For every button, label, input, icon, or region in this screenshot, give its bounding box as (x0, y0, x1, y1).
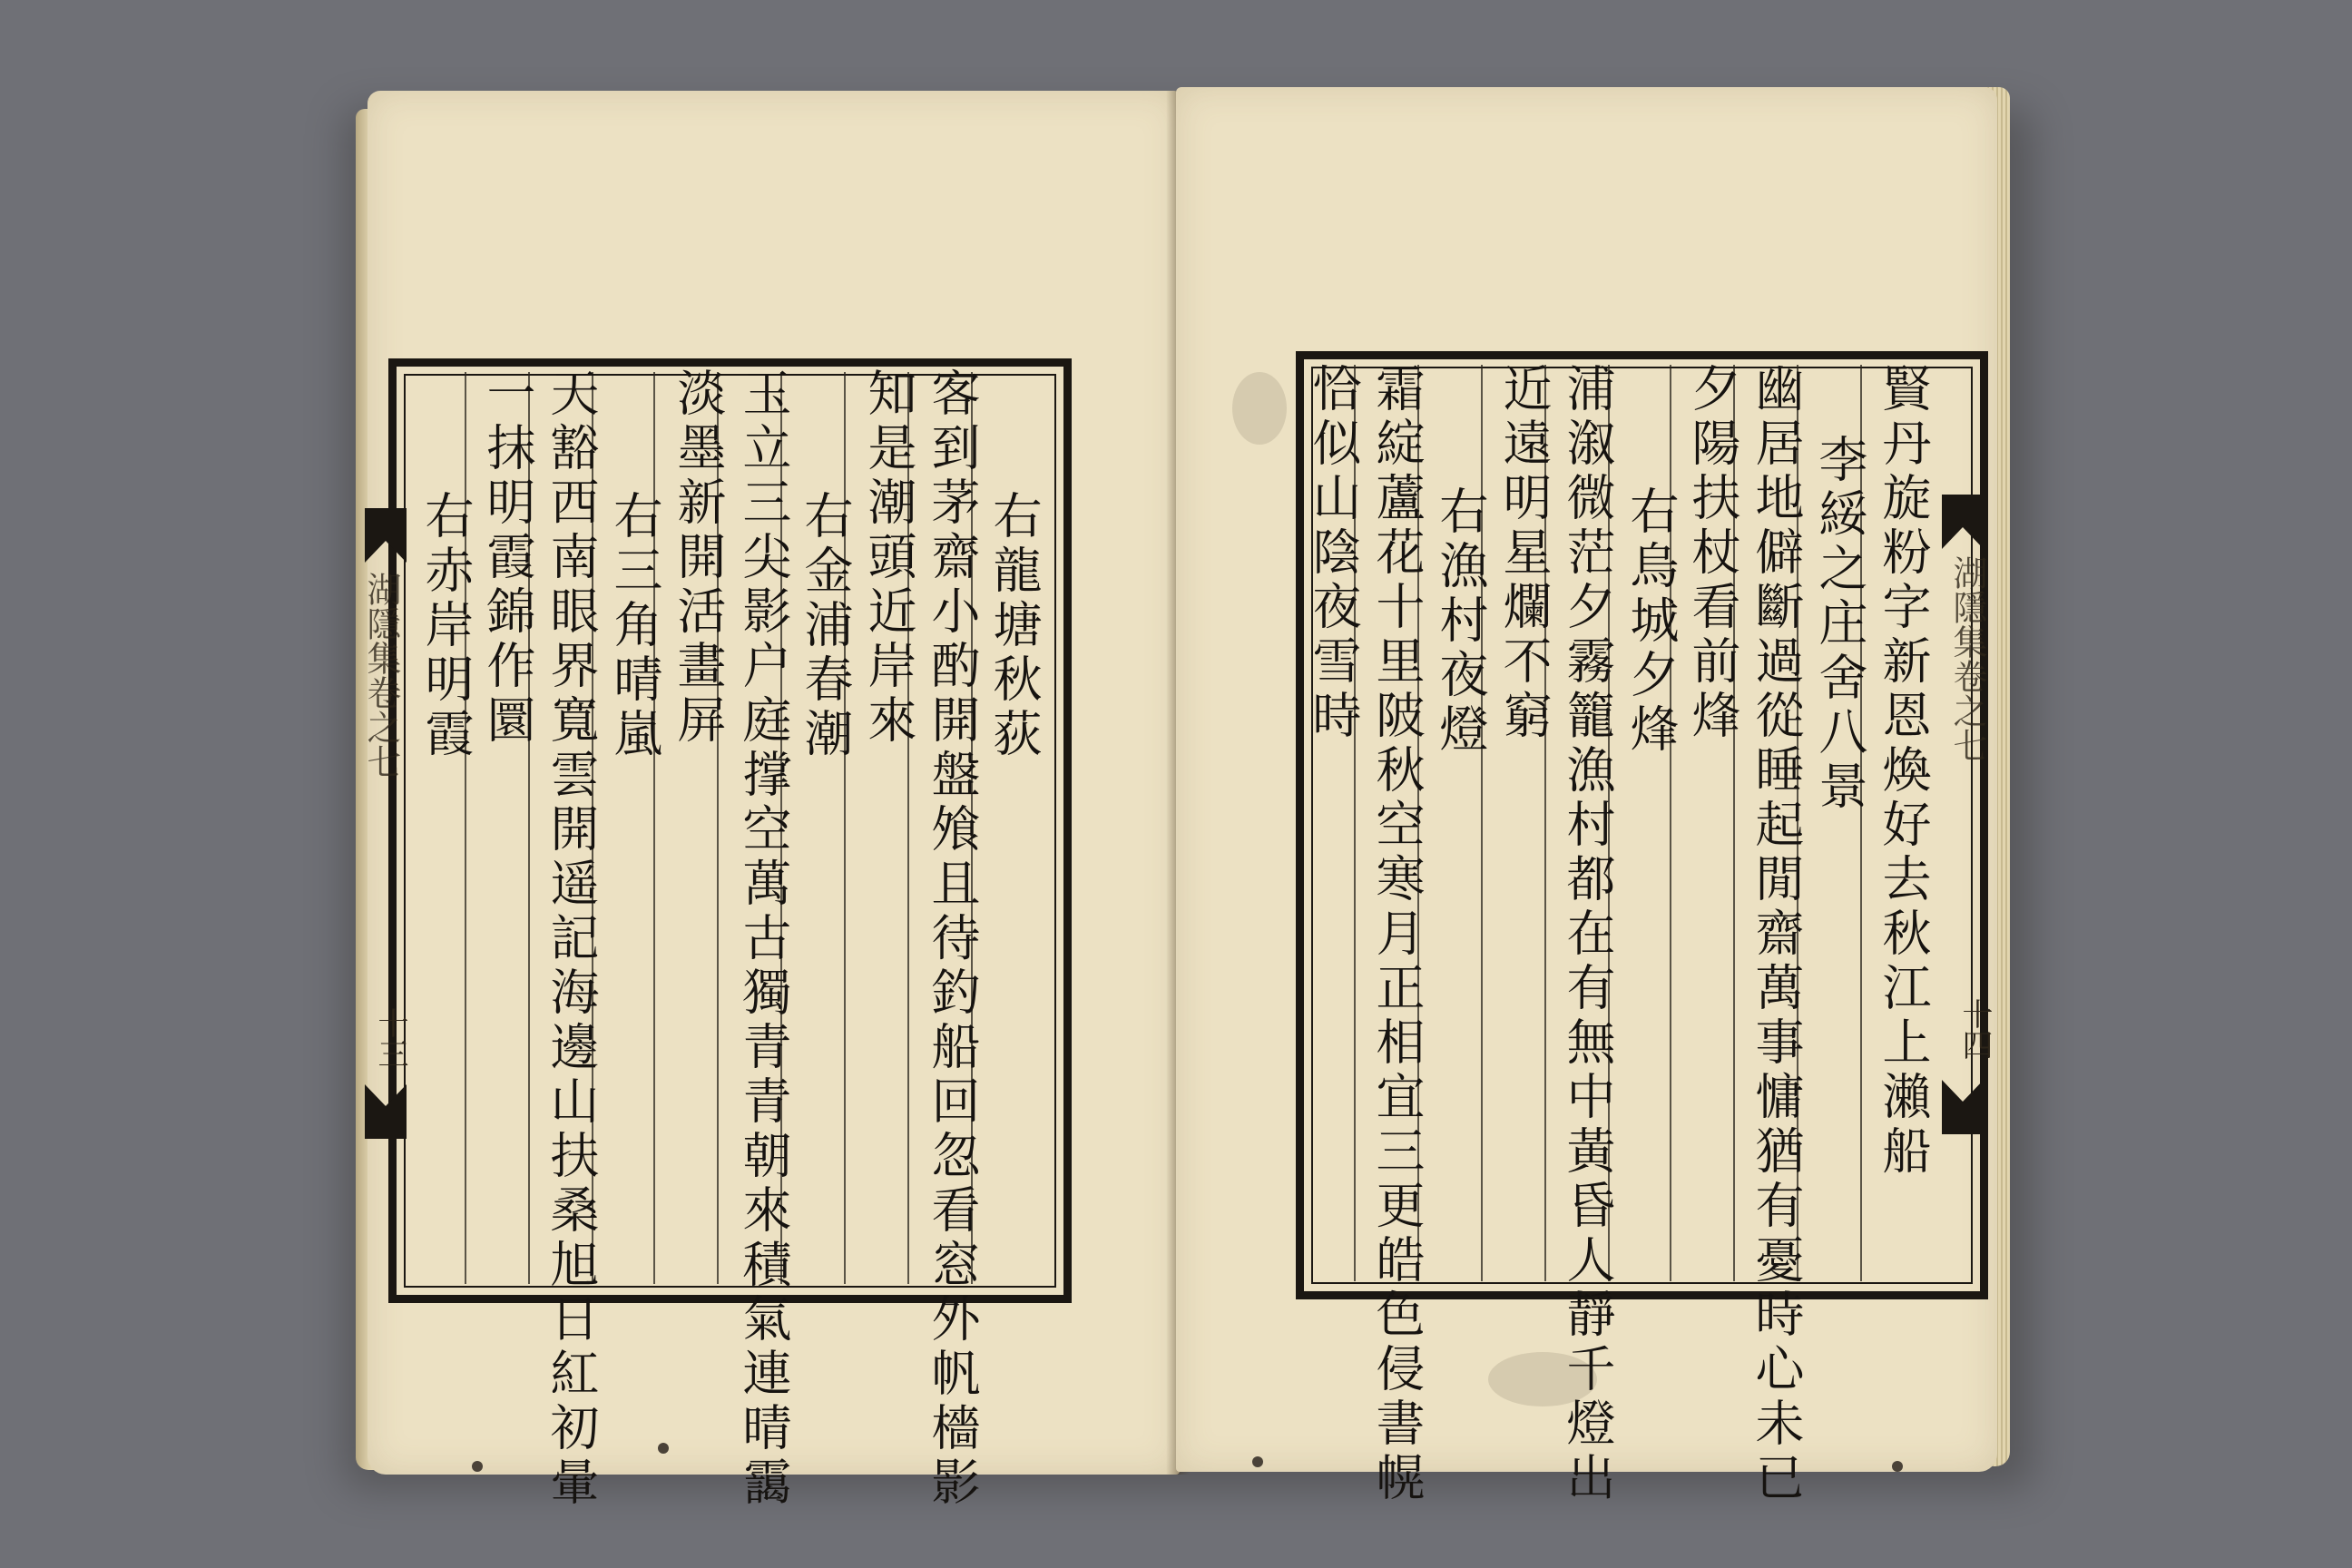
right-col-6: 浦溆微茫夕霧籠漁村都在有無中黃昏人靜千燈出 (1559, 363, 1616, 1506)
binding-hole (472, 1461, 483, 1472)
right-col-10: 恰似山陰夜雪時 (1305, 363, 1362, 744)
binding-hole (1892, 1461, 1903, 1472)
ink-bleed-mark (1232, 372, 1287, 445)
right-col-3: 幽居地僻斷過從睡起閒齋萬事慵猶有憂時心未已 (1748, 363, 1805, 1506)
left-col-5: 玉立三尖影户庭撑空萬古獨青青朝來積氣連晴靄 (735, 368, 792, 1511)
right-col-2: 李綏之庄舍八景 (1811, 434, 1868, 815)
right-col-8: 右漁村夜燈 (1432, 485, 1489, 758)
right-col-5: 右烏城夕烽 (1622, 485, 1680, 758)
right-col-7: 近遠明星爛不窮 (1495, 363, 1553, 744)
left-col-4: 右金浦春潮 (797, 490, 854, 762)
left-col-1: 右龍塘秋荻 (985, 490, 1043, 762)
left-col-6: 淡墨新開活畫屏 (670, 368, 727, 749)
left-folio: 十三 (372, 1007, 408, 1069)
right-col-1: 賢丹旋粉字新恩煥好去秋江上瀨船 (1875, 363, 1932, 1180)
binding-hole (1252, 1456, 1263, 1467)
left-col-2: 客到茅齋小酌開盤飧且待釣船回忽看窓外帆檣影 (924, 368, 981, 1511)
binding-hole (658, 1443, 669, 1454)
left-col-10: 右赤岸明霞 (417, 490, 475, 762)
left-col-3: 知是潮頭近岸來 (860, 368, 917, 749)
left-col-9: 一抹明霞錦作圜 (479, 368, 536, 749)
right-margin-title: 湖隱集卷之七 (1947, 555, 1987, 762)
right-col-4: 夕陽扶杖看前烽 (1684, 363, 1741, 744)
left-col-8: 天豁西南眼界寬雲開遥記海邊山扶桑旭日紅初暈 (543, 368, 600, 1511)
left-col-7: 右三角晴嵐 (606, 490, 663, 762)
left-margin-title: 湖隱集卷之七 (361, 572, 401, 779)
right-col-9: 霜綻蘆花十里陂秋空寒月正相宜三更皓色侵書幌 (1368, 363, 1426, 1506)
paper-stain (1488, 1352, 1597, 1406)
right-folio: 十四 (1956, 998, 1993, 1060)
